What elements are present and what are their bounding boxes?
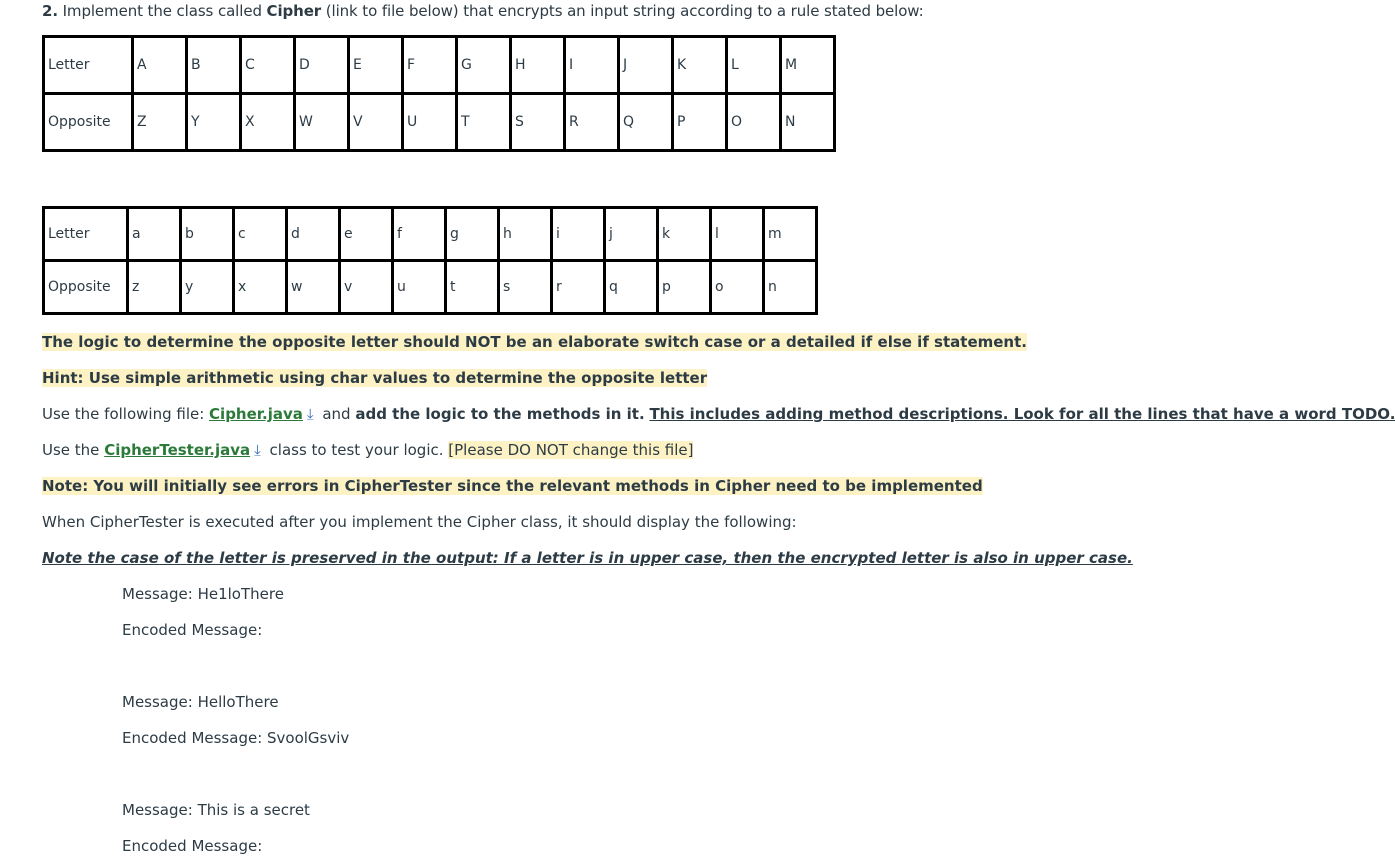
question-text-pre: Implement the class called <box>57 2 267 20</box>
use-file-bold: add the logic to the methods in it. <box>355 405 645 423</box>
cell: g <box>446 208 499 261</box>
cell: q <box>605 261 658 314</box>
cell: k <box>658 208 711 261</box>
cipher-java-link[interactable]: Cipher.java <box>209 405 303 423</box>
lowercase-opposite-row <box>44 261 817 314</box>
cell: F <box>403 37 457 94</box>
output-encoded-3: Encoded Message: <box>122 837 263 855</box>
cell: C <box>241 37 295 94</box>
cell: b <box>181 208 234 261</box>
tester-mid: class to test your logic. <box>264 441 449 459</box>
use-file-mid: and <box>317 405 356 423</box>
cell: J <box>619 37 673 94</box>
when-executed-line: When CipherTester is executed after you implement the Cipher class, it should display the following: <box>42 513 797 531</box>
cell: O <box>727 94 781 151</box>
cell: B <box>187 37 241 94</box>
cell: D <box>295 37 349 94</box>
use-file-line <box>42 405 1395 423</box>
cell: m <box>764 208 817 261</box>
errors-note-text: Note: You will initially see errors in CipherTester since the relevant methods in Cipher need to be implemented <box>42 477 983 495</box>
cell: l <box>711 208 764 261</box>
download-icon[interactable]: ⤓ <box>254 441 261 459</box>
cell: o <box>711 261 764 314</box>
cell: f <box>393 208 446 261</box>
uppercase-opposite-row <box>44 94 835 151</box>
use-file-pre: Use the following file: <box>42 405 210 423</box>
output-message-3: Message: This is a secret <box>122 801 310 819</box>
cell: Y <box>187 94 241 151</box>
cell: H <box>511 37 565 94</box>
cell: v <box>340 261 393 314</box>
cell: P <box>673 94 727 151</box>
cell: W <box>295 94 349 151</box>
output-encoded-1: Encoded Message: <box>122 621 263 639</box>
tester-line <box>42 441 693 459</box>
cell: I <box>565 37 619 94</box>
cell: x <box>234 261 287 314</box>
row-label: Letter <box>44 208 128 261</box>
todo-note: This includes adding method descriptions. Look for all the lines that have a word TODO. <box>649 405 1395 423</box>
lowercase-cipher-table <box>42 206 818 315</box>
cell: t <box>446 261 499 314</box>
case-note: Note the case of the letter is preserved in the output: If a letter is in upper case, then the encrypted letter is also in upper case. <box>42 549 1133 567</box>
cell: e <box>340 208 393 261</box>
cell: u <box>393 261 446 314</box>
cell: d <box>287 208 340 261</box>
cell: K <box>673 37 727 94</box>
cell: c <box>234 208 287 261</box>
cell: j <box>605 208 658 261</box>
cell: a <box>128 208 181 261</box>
cell: i <box>552 208 605 261</box>
logic-note-text: The logic to determine the opposite letter should NOT be an elaborate switch case or a detailed if else if statement. <box>42 333 1027 351</box>
cell: h <box>499 208 552 261</box>
tester-pre: Use the <box>42 441 105 459</box>
hint-note-text: Hint: Use simple arithmetic using char values to determine the opposite letter <box>42 369 708 387</box>
cell: p <box>658 261 711 314</box>
logic-note <box>42 333 1027 351</box>
cell: s <box>499 261 552 314</box>
cell: Q <box>619 94 673 151</box>
cell: N <box>781 94 835 151</box>
cell: S <box>511 94 565 151</box>
output-encoded-2: Encoded Message: SvoolGsviv <box>122 729 350 747</box>
hint-note <box>42 369 707 387</box>
cell: A <box>133 37 187 94</box>
errors-note <box>42 477 983 495</box>
cell: w <box>287 261 340 314</box>
cell: V <box>349 94 403 151</box>
cell: U <box>403 94 457 151</box>
cell: R <box>565 94 619 151</box>
download-icon[interactable]: ⤓ <box>306 405 314 423</box>
cell: M <box>781 37 835 94</box>
uppercase-letter-row <box>44 37 835 94</box>
cell: T <box>457 94 511 151</box>
cell: r <box>552 261 605 314</box>
lowercase-letter-row <box>44 208 817 261</box>
cell: L <box>727 37 781 94</box>
output-message-2: Message: HelloThere <box>122 693 279 711</box>
question-text-post: (link to file below) that encrypts an input string according to a rule stated below: <box>321 2 924 20</box>
cell: y <box>181 261 234 314</box>
question-number: 2. <box>42 2 58 20</box>
cell: E <box>349 37 403 94</box>
cell: n <box>764 261 817 314</box>
question-title <box>42 2 924 20</box>
output-message-1: Message: He1loThere <box>122 585 284 603</box>
do-not-change-note: [Please DO NOT change this file] <box>448 441 694 459</box>
cell: z <box>128 261 181 314</box>
cell: Z <box>133 94 187 151</box>
row-label: Opposite <box>44 261 128 314</box>
cell: G <box>457 37 511 94</box>
cell: X <box>241 94 295 151</box>
uppercase-cipher-table <box>42 35 836 152</box>
row-label: Letter <box>44 37 133 94</box>
ciphertester-java-link[interactable]: CipherTester.java <box>104 441 251 459</box>
class-name: Cipher <box>266 2 322 20</box>
row-label: Opposite <box>44 94 133 151</box>
